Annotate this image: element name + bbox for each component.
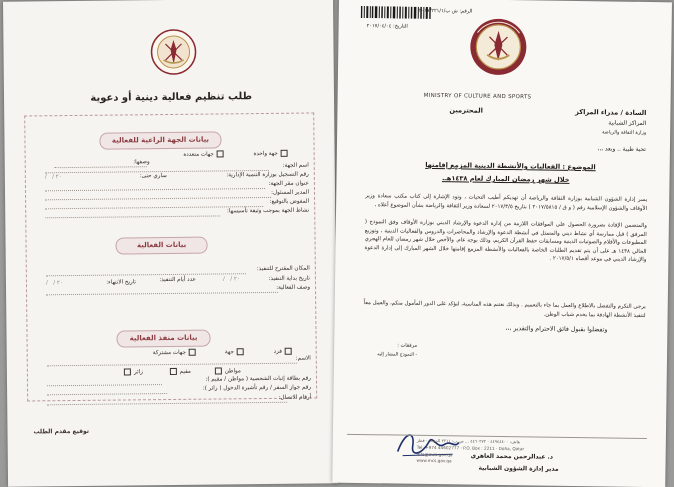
valid-until-label: ساري حتى:	[139, 173, 167, 180]
start-date-value[interactable]: / / ٢٠	[222, 276, 240, 283]
exec-option-joint[interactable]: جهات مشتركة	[153, 349, 197, 357]
footer-phone-ar: هاتف: ٤٤٩٤٤٤٠٠ - ٤٤٦٠٢٧٢ ... ص.ب: ٢٢١١ الدوحة - قطر	[416, 437, 521, 445]
days-label: عدد أيام التنفيذ:	[159, 276, 196, 284]
individual-checkbox[interactable]	[285, 348, 292, 355]
section-sponsor-tab: بيانات الجهة الراعية للفعالية	[99, 131, 221, 149]
exec-option-entity[interactable]: جهة	[225, 348, 245, 356]
letter-paragraph-2: والمتضمن الإفادة بضرورة الحصول على الموافقات اللازمة من إدارة الدعوة والإرشاد الديني بوزارة الأوقاف وفق النموذج ( المرفق ) قبل ممارسة أي نشاط ديني والمتمثل في أنشطة الدعوة والإرشاد والمحاضرات والدروس والفعاليات الدينية ، وتوزيع المطبوعات والأقلام والصوتيات الدينية ومسابقات حفظ القرآن الكريم، وذلك بوجه عام. والأخص خلال شهر رمضان للعام الهجري الحالي ١٤٣٨ هـ على أن يتم تقديم الطلبات الخاصة بالفعاليات والأنشطة المزمع إقامتها خلال الشهر المبارك إلى إدارة الدعوة والإرشاد الديني في موعد أقصاه ٢٠١٧/٥/١ .	[364, 219, 647, 264]
ministry-name-english: MINISTRY OF CULTURE AND SPORTS	[423, 92, 532, 101]
phones-label: أرقام الاتصال:	[278, 394, 312, 401]
registration-label: رقم التسجيل بوزارة التنمية الإدارية:	[226, 171, 309, 179]
visitor-checkbox[interactable]	[124, 368, 131, 375]
subject-line-1: الموضوع : الفعاليات والأنشطة الدينية المزمع إقامتها	[425, 160, 596, 172]
resident-option[interactable]: مقيم	[169, 368, 191, 376]
address-label: عنوان مقر الجهة:	[268, 180, 309, 187]
citizen-option[interactable]: مواطن	[214, 367, 241, 375]
sponsor-type-hint: وصفها:	[133, 159, 150, 166]
name-label: الاسم:	[295, 355, 311, 362]
section-executor-tab: بيانات منفذ الفعالية	[116, 330, 210, 348]
addressee-line-1: السادة / مدراء المراكز	[575, 107, 647, 117]
qatar-emblem-icon	[143, 20, 204, 85]
exec-option-individual[interactable]: فرد	[274, 348, 293, 356]
attachment-item: - النموذج المشار إليه	[377, 352, 418, 358]
subject-line-2: خلال شهر رمضان المبارك لعام ١٤٣٨هـ.	[441, 174, 570, 184]
applicant-signature-label: توقيع مقدم الطلب	[33, 427, 90, 436]
valid-until-date[interactable]: / / ٢٠	[44, 174, 62, 181]
letter-date: التاريخ: ٢٠١٧/٠٤/٠٤	[366, 23, 408, 30]
description-label: وصف الفعالية:	[276, 284, 311, 291]
single-checkbox[interactable]	[281, 150, 288, 157]
sponsor-option-single[interactable]: جهة واحدة	[253, 150, 288, 158]
form-page	[3, 0, 338, 487]
footer-phone-en: Tel: +974 44602777 · P.O. Box : 2211 · Doha, Qatar	[416, 444, 525, 452]
sponsor-option-multiple[interactable]: جهات متعددة	[183, 150, 224, 158]
activity-label: نشاط الجهة بموجب وثيقة تأسيسها:	[226, 207, 310, 215]
greeting: تحية طيبة .. وبعد ،،،	[597, 146, 646, 153]
joint-checkbox[interactable]	[189, 349, 196, 356]
delegate-label: المفوض بالتوقيع:	[269, 198, 310, 205]
signer-name: د. عبدالرحمن محمد العاهري	[470, 452, 553, 461]
footer-email: info@mcs.gov.qa	[416, 451, 453, 458]
addressee-line-4: وزارة الثقافة والرياضة	[602, 130, 647, 136]
resident-checkbox[interactable]	[170, 368, 177, 375]
passport-label: رقم جواز السفر / رقم تأشيرة الدخول ( زائر ):	[202, 384, 312, 392]
end-date-value[interactable]: / / ٢٠	[45, 280, 63, 287]
entity-name-label: اسم الجهة:	[282, 162, 309, 169]
addressee-line-3: المراكز الشبابية	[608, 120, 647, 127]
form-title: طلب تنظيم فعالية دينية أو دعوية	[90, 91, 253, 104]
entity-checkbox[interactable]	[237, 348, 244, 355]
citizen-checkbox[interactable]	[215, 367, 222, 374]
id-number-label: رقم بطاقة إثبات الشخصية ( مواطن / مقيم ):	[205, 375, 312, 383]
letter-paragraph-3: يرجى التكرم والتفضل بالاطلاع والعمل بما جاء بالتعميم . وبذلك نغتنم هذه المناسبة، لنؤكد على الدور المأمول منكم، والعمل معاً لتنفيذ الأنشطة الهادفة بما يخدم شباب الوطن.	[363, 300, 646, 319]
ministry-logo-icon	[465, 12, 532, 83]
addressee-line-2: المحترمين	[449, 106, 483, 115]
signer-title: مدير إدارة الشؤون الشبابية	[478, 464, 559, 473]
footer-website: www.mcs.gov.qa	[416, 457, 452, 464]
start-date-label: تاريخ بداية التنفيذ:	[268, 275, 310, 282]
multiple-checkbox[interactable]	[217, 150, 224, 157]
closing: وتفضلوا بقبول فائق الاحترام والتقدير ،،،	[505, 325, 608, 334]
venue-label: المكان المقترح للتنفيذ:	[256, 265, 310, 273]
phones-line[interactable]	[47, 402, 287, 406]
letter-paragraph-1: يسر إدارة الشؤون الشبابية بوزارة الثقافة والرياضة أن تهديكم أطيب التحيات ، وتود الإشارة إلى كتاب مكتب سعادة وزير الأوقاف والشؤون الإسلامية رقم ( و ق / ٢٠١٧/٥٨١٥ ) بتاريخ ٢٠١٧/٣/٥ لسعادة وزير الثقافة والرياضة بشأن الموضوع أعلاه ،	[365, 193, 648, 212]
visitor-option[interactable]: زائر	[123, 368, 143, 376]
section-event-tab: بيانات الفعالية	[115, 237, 207, 255]
end-date-label: تاريخ الانتهاء:	[106, 279, 136, 286]
reference-number: الرقم: ش ب/٢٠١٧/٢٢١/١	[418, 7, 473, 15]
manager-label: المدير المسئول:	[271, 189, 310, 196]
attachments-label: مرفقات :	[397, 342, 418, 349]
letter-page	[332, 0, 672, 487]
